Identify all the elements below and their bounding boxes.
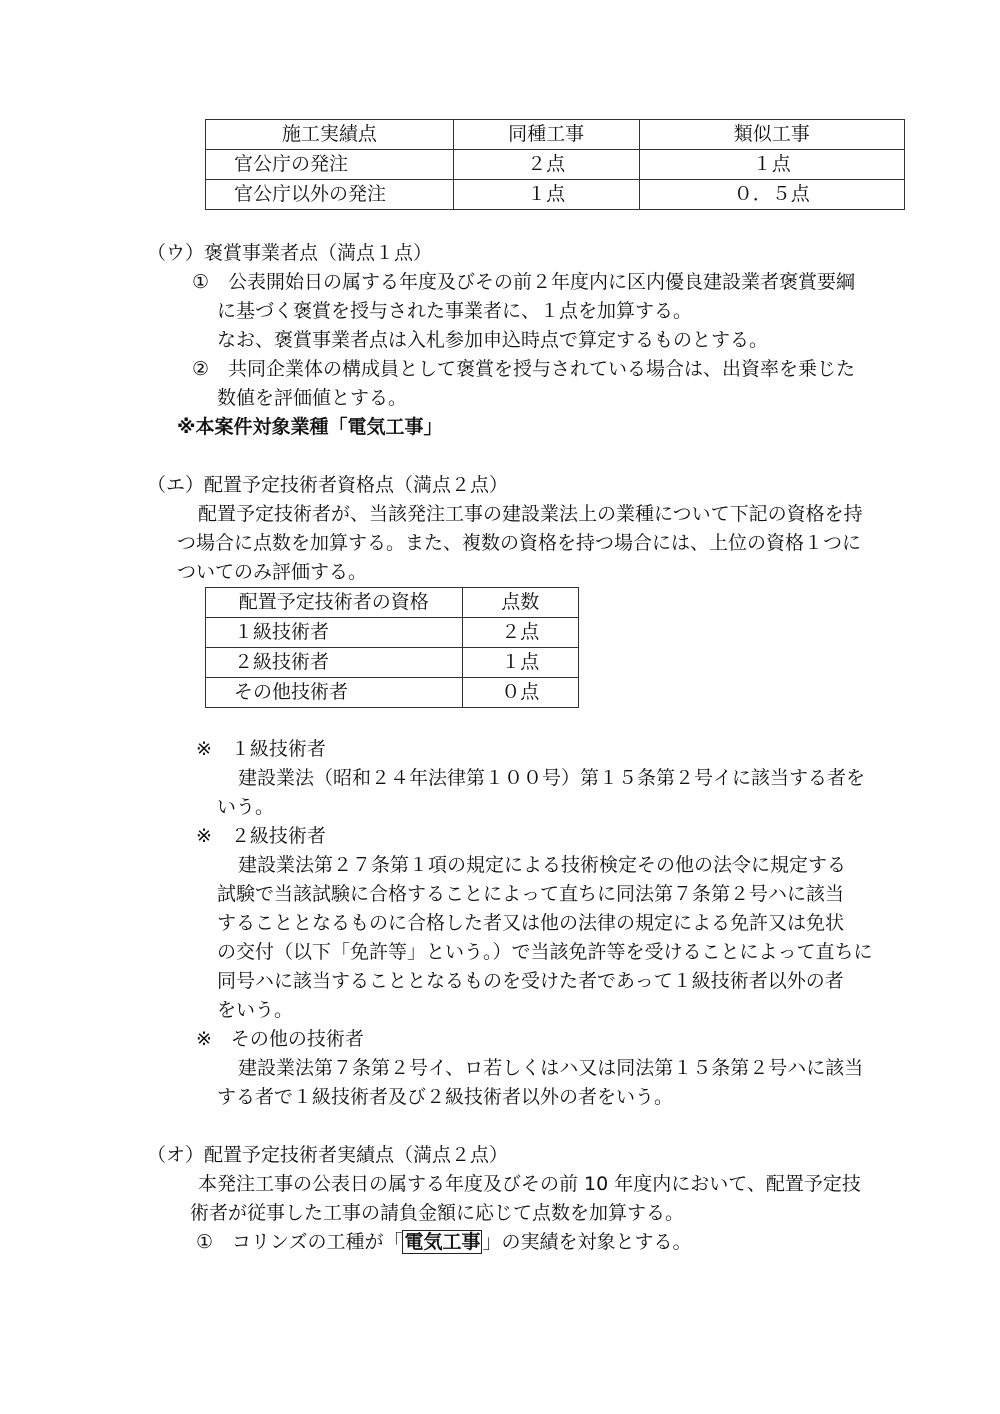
table-cell: １点 [639, 150, 905, 180]
table-header-cell: 点数 [462, 588, 578, 618]
table-cell: １級技術者 [206, 618, 463, 648]
note-line: 建設業法（昭和２４年法律第１００号）第１５条第２号イに該当する者を [238, 767, 866, 789]
paragraph-line: 本発注工事の公表日の属する年度及びその前 10 年度内において、配置予定技 [198, 1173, 861, 1195]
paragraph-line [196, 1233, 692, 1252]
paragraph-line: に基づく褒賞を授与された事業者に、１点を加算する。 [217, 300, 693, 322]
section-heading-qualification: （エ）配置予定技術者資格点（満点２点） [147, 474, 509, 496]
table-cell: ２点 [453, 150, 639, 180]
score-table-construction-record [205, 119, 905, 210]
paragraph-line: ついてのみ評価する。 [177, 561, 368, 583]
target-trade-note: ※本案件対象業種「電気工事」 [177, 416, 443, 438]
note-line: 試験で当該試験に合格することによって直ちに同法第７条第２号ハに該当 [217, 883, 845, 905]
note-line: 同号ハに該当することとなるものを受けた者であって１級技術者以外の者 [217, 970, 844, 992]
table-row [206, 678, 579, 708]
note-heading: ※ ２級技術者 [196, 825, 326, 847]
table-header-cell: 施工実績点 [206, 120, 454, 150]
note-line: することとなるものに合格した者又は他の法律の規定による免許又は免状 [217, 912, 845, 934]
item-suffix: 」の実績を対象とする。 [482, 1231, 692, 1253]
table-cell: ２級技術者 [206, 648, 463, 678]
table-cell: 官公庁以外の発注 [206, 180, 454, 210]
table-row [206, 150, 905, 180]
table-cell: １点 [453, 180, 639, 210]
section-heading-award: （ウ）褒賞事業者点（満点１点） [147, 242, 433, 264]
table-cell: ２点 [462, 618, 578, 648]
table-header-cell: 配置予定技術者の資格 [206, 588, 463, 618]
table-header-row [206, 120, 905, 150]
section-heading-engineer-record: （オ）配置予定技術者実績点（満点２点） [147, 1144, 509, 1166]
note-line: をいう。 [217, 999, 294, 1021]
table-header-cell: 同種工事 [453, 120, 639, 150]
note-line: 建設業法第２７条第１項の規定による技術検定その他の法令に規定する [238, 854, 847, 876]
table-cell: その他技術者 [206, 678, 463, 708]
table-row [206, 180, 905, 210]
note-heading: ※ その他の技術者 [196, 1028, 364, 1050]
table-cell: １点 [462, 648, 578, 678]
note-line: の交付（以下「免許等」という。）で当該免許等を受けることによって直ちに [217, 941, 873, 963]
table-row [206, 618, 579, 648]
paragraph-line: なお、褒賞事業者点は入札参加申込時点で算定するものとする。 [217, 329, 769, 351]
table-header-cell: 類似工事 [639, 120, 905, 150]
note-line: 建設業法第７条第２号イ、ロ若しくはハ又は同法第１５条第２号ハに該当 [238, 1057, 864, 1079]
score-table-qualification [205, 587, 579, 708]
table-cell: ０．５点 [639, 180, 905, 210]
paragraph-line: ① 公表開始日の属する年度及びその前２年度内に区内優良建設業者褒賞要綱 [192, 271, 856, 293]
paragraph-line: 術者が従事した工事の請負金額に応じて点数を加算する。 [190, 1202, 685, 1224]
note-line: する者で１級技術者及び２級技術者以外の者をいう。 [217, 1086, 674, 1108]
table-row [206, 648, 579, 678]
table-cell: 官公庁の発注 [206, 150, 454, 180]
paragraph-line: ② 共同企業体の構成員として褒賞を授与されている場合は、出資率を乗じた [192, 358, 856, 380]
table-cell: ０点 [462, 678, 578, 708]
note-line: いう。 [217, 796, 275, 818]
note-heading: ※ １級技術者 [196, 738, 326, 760]
paragraph-line: 数値を評価値とする。 [217, 387, 408, 409]
table-header-row [206, 588, 579, 618]
paragraph-line: つ場合に点数を加算する。また、複数の資格を持つ場合には、上位の資格１つに [177, 532, 862, 554]
paragraph-line: 配置予定技術者が、当該発注工事の建設業法上の業種について下記の資格を持 [198, 503, 863, 525]
item-prefix: ① コリンズの工種が「 [196, 1231, 403, 1253]
boxed-trade-name: 電気工事 [404, 1231, 481, 1253]
